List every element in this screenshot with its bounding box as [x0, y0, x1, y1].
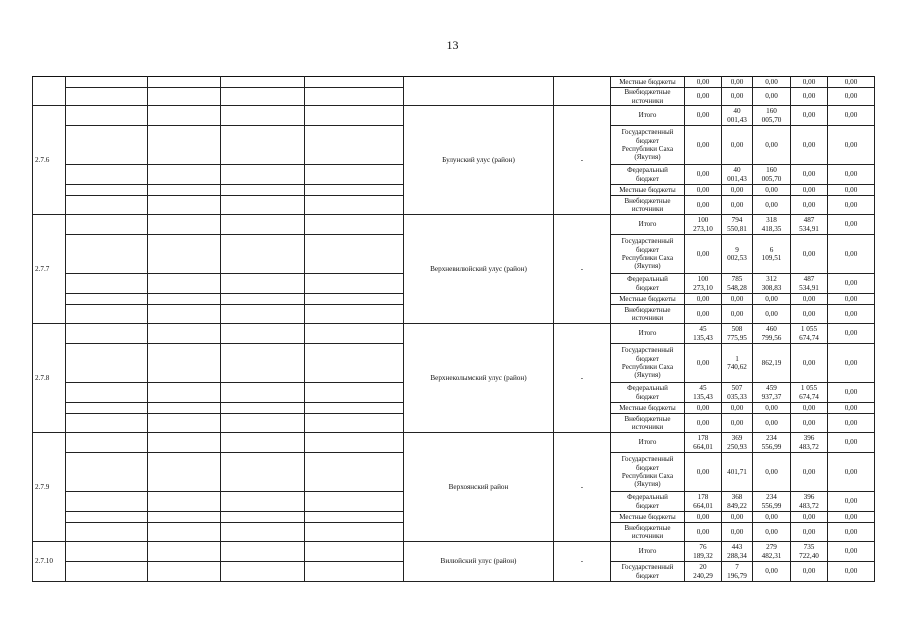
amount-cell: 0,00: [722, 77, 753, 88]
empty-cell: [148, 383, 221, 403]
amount-cell: 0,00: [753, 196, 791, 215]
amount-cell: 0,00: [828, 126, 875, 165]
empty-cell: [66, 88, 148, 106]
amount-cell: 0,00: [753, 126, 791, 165]
amount-cell: 0,00: [791, 453, 828, 492]
dash-mark: -: [554, 215, 611, 324]
amount-cell: 0,00: [828, 106, 875, 126]
table-row: [33, 324, 875, 344]
dash-mark: [554, 77, 611, 106]
funding-source: Государственный бюджет Республики Саха (Якутия): [611, 453, 685, 492]
amount-cell: 0,00: [828, 562, 875, 582]
amount-cell: 0,00: [828, 88, 875, 106]
empty-cell: [221, 294, 305, 305]
empty-cell: [148, 523, 221, 542]
amount-cell: 0,00: [685, 294, 722, 305]
amount-cell: 0,00: [828, 185, 875, 196]
amount-cell: 76 189,32: [685, 542, 722, 562]
empty-cell: [221, 523, 305, 542]
amount-cell: 234 556,99: [753, 433, 791, 453]
funding-source: Внебюджетные источники: [611, 523, 685, 542]
amount-cell: 0,00: [828, 492, 875, 512]
amount-cell: 1 055 674,74: [791, 324, 828, 344]
empty-cell: [148, 235, 221, 274]
amount-cell: 507 035,33: [722, 383, 753, 403]
amount-cell: 1 055 674,74: [791, 383, 828, 403]
dash-mark: -: [554, 433, 611, 542]
empty-cell: [305, 453, 404, 492]
funding-source: Местные бюджеты: [611, 77, 685, 88]
amount-cell: 0,00: [685, 235, 722, 274]
amount-cell: 0,00: [791, 126, 828, 165]
empty-cell: [148, 414, 221, 433]
empty-cell: [305, 542, 404, 562]
amount-cell: 0,00: [753, 453, 791, 492]
amount-cell: 0,00: [828, 542, 875, 562]
amount-cell: 0,00: [791, 235, 828, 274]
empty-cell: [305, 215, 404, 235]
empty-cell: [221, 185, 305, 196]
table-row: [33, 215, 875, 235]
funding-source: Федеральный бюджет: [611, 274, 685, 294]
empty-cell: [305, 294, 404, 305]
dash-mark: -: [554, 542, 611, 582]
amount-cell: 396 483,72: [791, 492, 828, 512]
amount-cell: 234 556,99: [753, 492, 791, 512]
amount-cell: 396 483,72: [791, 433, 828, 453]
empty-cell: [66, 215, 148, 235]
funding-source: Итого: [611, 324, 685, 344]
amount-cell: 459 937,37: [753, 383, 791, 403]
amount-cell: 160 005,70: [753, 106, 791, 126]
amount-cell: 318 418,35: [753, 215, 791, 235]
empty-cell: [148, 165, 221, 185]
amount-cell: 20 240,29: [685, 562, 722, 582]
amount-cell: 178 664,01: [685, 433, 722, 453]
empty-cell: [148, 88, 221, 106]
amount-cell: 0,00: [685, 344, 722, 383]
empty-cell: [148, 126, 221, 165]
funding-source: Внебюджетные источники: [611, 305, 685, 324]
item-number: [33, 77, 66, 106]
amount-cell: 0,00: [722, 88, 753, 106]
amount-cell: 0,00: [791, 403, 828, 414]
amount-cell: 0,00: [753, 185, 791, 196]
amount-cell: 0,00: [685, 403, 722, 414]
empty-cell: [221, 88, 305, 106]
district-name: Верхневилюйский улус (район): [404, 215, 554, 324]
amount-cell: 7 196,79: [722, 562, 753, 582]
amount-cell: 0,00: [722, 185, 753, 196]
amount-cell: 368 849,22: [722, 492, 753, 512]
amount-cell: 0,00: [685, 126, 722, 165]
item-number: 2.7.10: [33, 542, 66, 582]
amount-cell: 0,00: [722, 294, 753, 305]
dash-mark: -: [554, 324, 611, 433]
empty-cell: [148, 215, 221, 235]
empty-cell: [305, 274, 404, 294]
empty-cell: [305, 433, 404, 453]
empty-cell: [148, 492, 221, 512]
empty-cell: [305, 305, 404, 324]
empty-cell: [221, 542, 305, 562]
funding-source: Государственный бюджет Республики Саха (Якутия): [611, 126, 685, 165]
amount-cell: 0,00: [791, 77, 828, 88]
empty-cell: [66, 165, 148, 185]
empty-cell: [148, 512, 221, 523]
amount-cell: 0,00: [722, 196, 753, 215]
empty-cell: [148, 344, 221, 383]
empty-cell: [66, 414, 148, 433]
amount-cell: 40 001,43: [722, 106, 753, 126]
empty-cell: [221, 383, 305, 403]
funding-source: Итого: [611, 433, 685, 453]
amount-cell: 0,00: [722, 523, 753, 542]
district-name: Верхоянский район: [404, 433, 554, 542]
empty-cell: [305, 126, 404, 165]
empty-cell: [221, 512, 305, 523]
amount-cell: 0,00: [828, 512, 875, 523]
amount-cell: 0,00: [685, 165, 722, 185]
empty-cell: [66, 512, 148, 523]
amount-cell: 100 273,10: [685, 274, 722, 294]
empty-cell: [221, 414, 305, 433]
item-number: 2.7.8: [33, 324, 66, 433]
amount-cell: 0,00: [791, 294, 828, 305]
empty-cell: [221, 274, 305, 294]
amount-cell: 312 308,83: [753, 274, 791, 294]
amount-cell: 0,00: [753, 294, 791, 305]
amount-cell: 40 001,43: [722, 165, 753, 185]
empty-cell: [66, 492, 148, 512]
empty-cell: [66, 542, 148, 562]
empty-cell: [221, 453, 305, 492]
amount-cell: 0,00: [828, 294, 875, 305]
amount-cell: 0,00: [828, 324, 875, 344]
empty-cell: [221, 492, 305, 512]
empty-cell: [305, 77, 404, 88]
funding-source: Итого: [611, 542, 685, 562]
amount-cell: 0,00: [685, 196, 722, 215]
funding-source: Внебюджетные источники: [611, 414, 685, 433]
empty-cell: [221, 403, 305, 414]
empty-cell: [66, 196, 148, 215]
amount-cell: 401,71: [722, 453, 753, 492]
empty-cell: [305, 196, 404, 215]
amount-cell: 794 550,81: [722, 215, 753, 235]
empty-cell: [148, 324, 221, 344]
empty-cell: [148, 106, 221, 126]
table-row: [33, 542, 875, 562]
empty-cell: [148, 403, 221, 414]
empty-cell: [221, 165, 305, 185]
funding-source: Государственный бюджет: [611, 562, 685, 582]
empty-cell: [148, 542, 221, 562]
amount-cell: 0,00: [828, 235, 875, 274]
amount-cell: 1 740,62: [722, 344, 753, 383]
amount-cell: 0,00: [791, 185, 828, 196]
item-number: 2.7.9: [33, 433, 66, 542]
amount-cell: 0,00: [722, 403, 753, 414]
amount-cell: 0,00: [753, 88, 791, 106]
empty-cell: [66, 562, 148, 582]
empty-cell: [305, 185, 404, 196]
page-number: 13: [446, 38, 459, 52]
empty-cell: [305, 414, 404, 433]
empty-cell: [66, 324, 148, 344]
amount-cell: 0,00: [685, 185, 722, 196]
amount-cell: 0,00: [753, 562, 791, 582]
amount-cell: 0,00: [685, 305, 722, 324]
amount-cell: 6 109,51: [753, 235, 791, 274]
empty-cell: [305, 383, 404, 403]
amount-cell: 0,00: [828, 274, 875, 294]
amount-cell: 0,00: [828, 344, 875, 383]
amount-cell: 0,00: [753, 512, 791, 523]
funding-source: Внебюджетные источники: [611, 88, 685, 106]
table-row: [33, 433, 875, 453]
empty-cell: [221, 324, 305, 344]
amount-cell: 178 664,01: [685, 492, 722, 512]
empty-cell: [148, 274, 221, 294]
empty-cell: [305, 344, 404, 383]
empty-cell: [66, 403, 148, 414]
amount-cell: 0,00: [685, 523, 722, 542]
amount-cell: 0,00: [722, 512, 753, 523]
budget-table: [32, 76, 875, 582]
amount-cell: 0,00: [753, 77, 791, 88]
funding-source: Внебюджетные источники: [611, 196, 685, 215]
amount-cell: 487 534,91: [791, 215, 828, 235]
empty-cell: [66, 106, 148, 126]
empty-cell: [148, 294, 221, 305]
empty-cell: [305, 403, 404, 414]
empty-cell: [305, 235, 404, 274]
empty-cell: [66, 305, 148, 324]
empty-cell: [148, 305, 221, 324]
empty-cell: [221, 106, 305, 126]
amount-cell: 487 534,91: [791, 274, 828, 294]
funding-source: Местные бюджеты: [611, 403, 685, 414]
amount-cell: 0,00: [828, 196, 875, 215]
amount-cell: 0,00: [753, 403, 791, 414]
amount-cell: 100 273,10: [685, 215, 722, 235]
funding-source: Местные бюджеты: [611, 185, 685, 196]
amount-cell: 0,00: [722, 305, 753, 324]
amount-cell: 160 005,70: [753, 165, 791, 185]
amount-cell: 0,00: [753, 523, 791, 542]
amount-cell: 0,00: [791, 305, 828, 324]
funding-source: Федеральный бюджет: [611, 165, 685, 185]
empty-cell: [148, 562, 221, 582]
amount-cell: 0,00: [828, 414, 875, 433]
empty-cell: [221, 126, 305, 165]
empty-cell: [221, 305, 305, 324]
empty-cell: [66, 344, 148, 383]
amount-cell: 735 722,40: [791, 542, 828, 562]
district-name: [404, 77, 554, 106]
empty-cell: [66, 523, 148, 542]
funding-source: Итого: [611, 215, 685, 235]
amount-cell: 0,00: [828, 403, 875, 414]
amount-cell: 0,00: [791, 165, 828, 185]
district-name: Верхнеколымский улус (район): [404, 324, 554, 433]
amount-cell: 785 548,28: [722, 274, 753, 294]
amount-cell: 0,00: [828, 165, 875, 185]
empty-cell: [148, 453, 221, 492]
amount-cell: 0,00: [685, 88, 722, 106]
item-number: 2.7.7: [33, 215, 66, 324]
amount-cell: 0,00: [685, 512, 722, 523]
amount-cell: 0,00: [685, 414, 722, 433]
empty-cell: [305, 562, 404, 582]
funding-source: Федеральный бюджет: [611, 383, 685, 403]
amount-cell: 0,00: [685, 77, 722, 88]
amount-cell: 0,00: [828, 433, 875, 453]
empty-cell: [221, 215, 305, 235]
amount-cell: 0,00: [791, 512, 828, 523]
amount-cell: 45 135,43: [685, 324, 722, 344]
amount-cell: 443 288,34: [722, 542, 753, 562]
empty-cell: [66, 453, 148, 492]
amount-cell: 0,00: [722, 414, 753, 433]
amount-cell: 862,19: [753, 344, 791, 383]
empty-cell: [148, 196, 221, 215]
empty-cell: [66, 383, 148, 403]
funding-source: Государственный бюджет Республики Саха (Якутия): [611, 235, 685, 274]
amount-cell: 0,00: [685, 453, 722, 492]
empty-cell: [66, 126, 148, 165]
amount-cell: 0,00: [791, 106, 828, 126]
empty-cell: [148, 77, 221, 88]
district-name: Вилюйский улус (район): [404, 542, 554, 582]
empty-cell: [305, 324, 404, 344]
funding-source: Местные бюджеты: [611, 512, 685, 523]
empty-cell: [66, 77, 148, 88]
funding-source: Федеральный бюджет: [611, 492, 685, 512]
empty-cell: [305, 492, 404, 512]
empty-cell: [66, 294, 148, 305]
funding-source: Итого: [611, 106, 685, 126]
amount-cell: 0,00: [753, 414, 791, 433]
amount-cell: 0,00: [791, 562, 828, 582]
amount-cell: 0,00: [791, 88, 828, 106]
empty-cell: [148, 185, 221, 196]
empty-cell: [221, 433, 305, 453]
empty-cell: [305, 523, 404, 542]
amount-cell: 0,00: [791, 344, 828, 383]
amount-cell: 45 135,43: [685, 383, 722, 403]
funding-source: Государственный бюджет Республики Саха (Якутия): [611, 344, 685, 383]
amount-cell: 0,00: [685, 106, 722, 126]
amount-cell: 0,00: [828, 383, 875, 403]
amount-cell: 0,00: [828, 77, 875, 88]
empty-cell: [305, 165, 404, 185]
empty-cell: [221, 77, 305, 88]
amount-cell: 0,00: [791, 523, 828, 542]
empty-cell: [305, 512, 404, 523]
amount-cell: 508 775,95: [722, 324, 753, 344]
empty-cell: [66, 433, 148, 453]
item-number: 2.7.6: [33, 106, 66, 215]
empty-cell: [221, 562, 305, 582]
empty-cell: [66, 274, 148, 294]
amount-cell: 369 250,93: [722, 433, 753, 453]
amount-cell: 460 799,56: [753, 324, 791, 344]
amount-cell: 0,00: [791, 414, 828, 433]
dash-mark: -: [554, 106, 611, 215]
table-row: [33, 106, 875, 126]
empty-cell: [305, 88, 404, 106]
amount-cell: 0,00: [828, 523, 875, 542]
amount-cell: 279 482,31: [753, 542, 791, 562]
empty-cell: [221, 344, 305, 383]
empty-cell: [221, 196, 305, 215]
empty-cell: [148, 433, 221, 453]
funding-source: Местные бюджеты: [611, 294, 685, 305]
amount-cell: 0,00: [791, 196, 828, 215]
amount-cell: 0,00: [828, 215, 875, 235]
district-name: Булунский улус (район): [404, 106, 554, 215]
empty-cell: [305, 106, 404, 126]
amount-cell: 0,00: [722, 126, 753, 165]
amount-cell: 0,00: [753, 305, 791, 324]
amount-cell: 9 002,53: [722, 235, 753, 274]
empty-cell: [221, 235, 305, 274]
empty-cell: [66, 235, 148, 274]
table-row: [33, 77, 875, 88]
amount-cell: 0,00: [828, 305, 875, 324]
amount-cell: 0,00: [828, 453, 875, 492]
empty-cell: [66, 185, 148, 196]
